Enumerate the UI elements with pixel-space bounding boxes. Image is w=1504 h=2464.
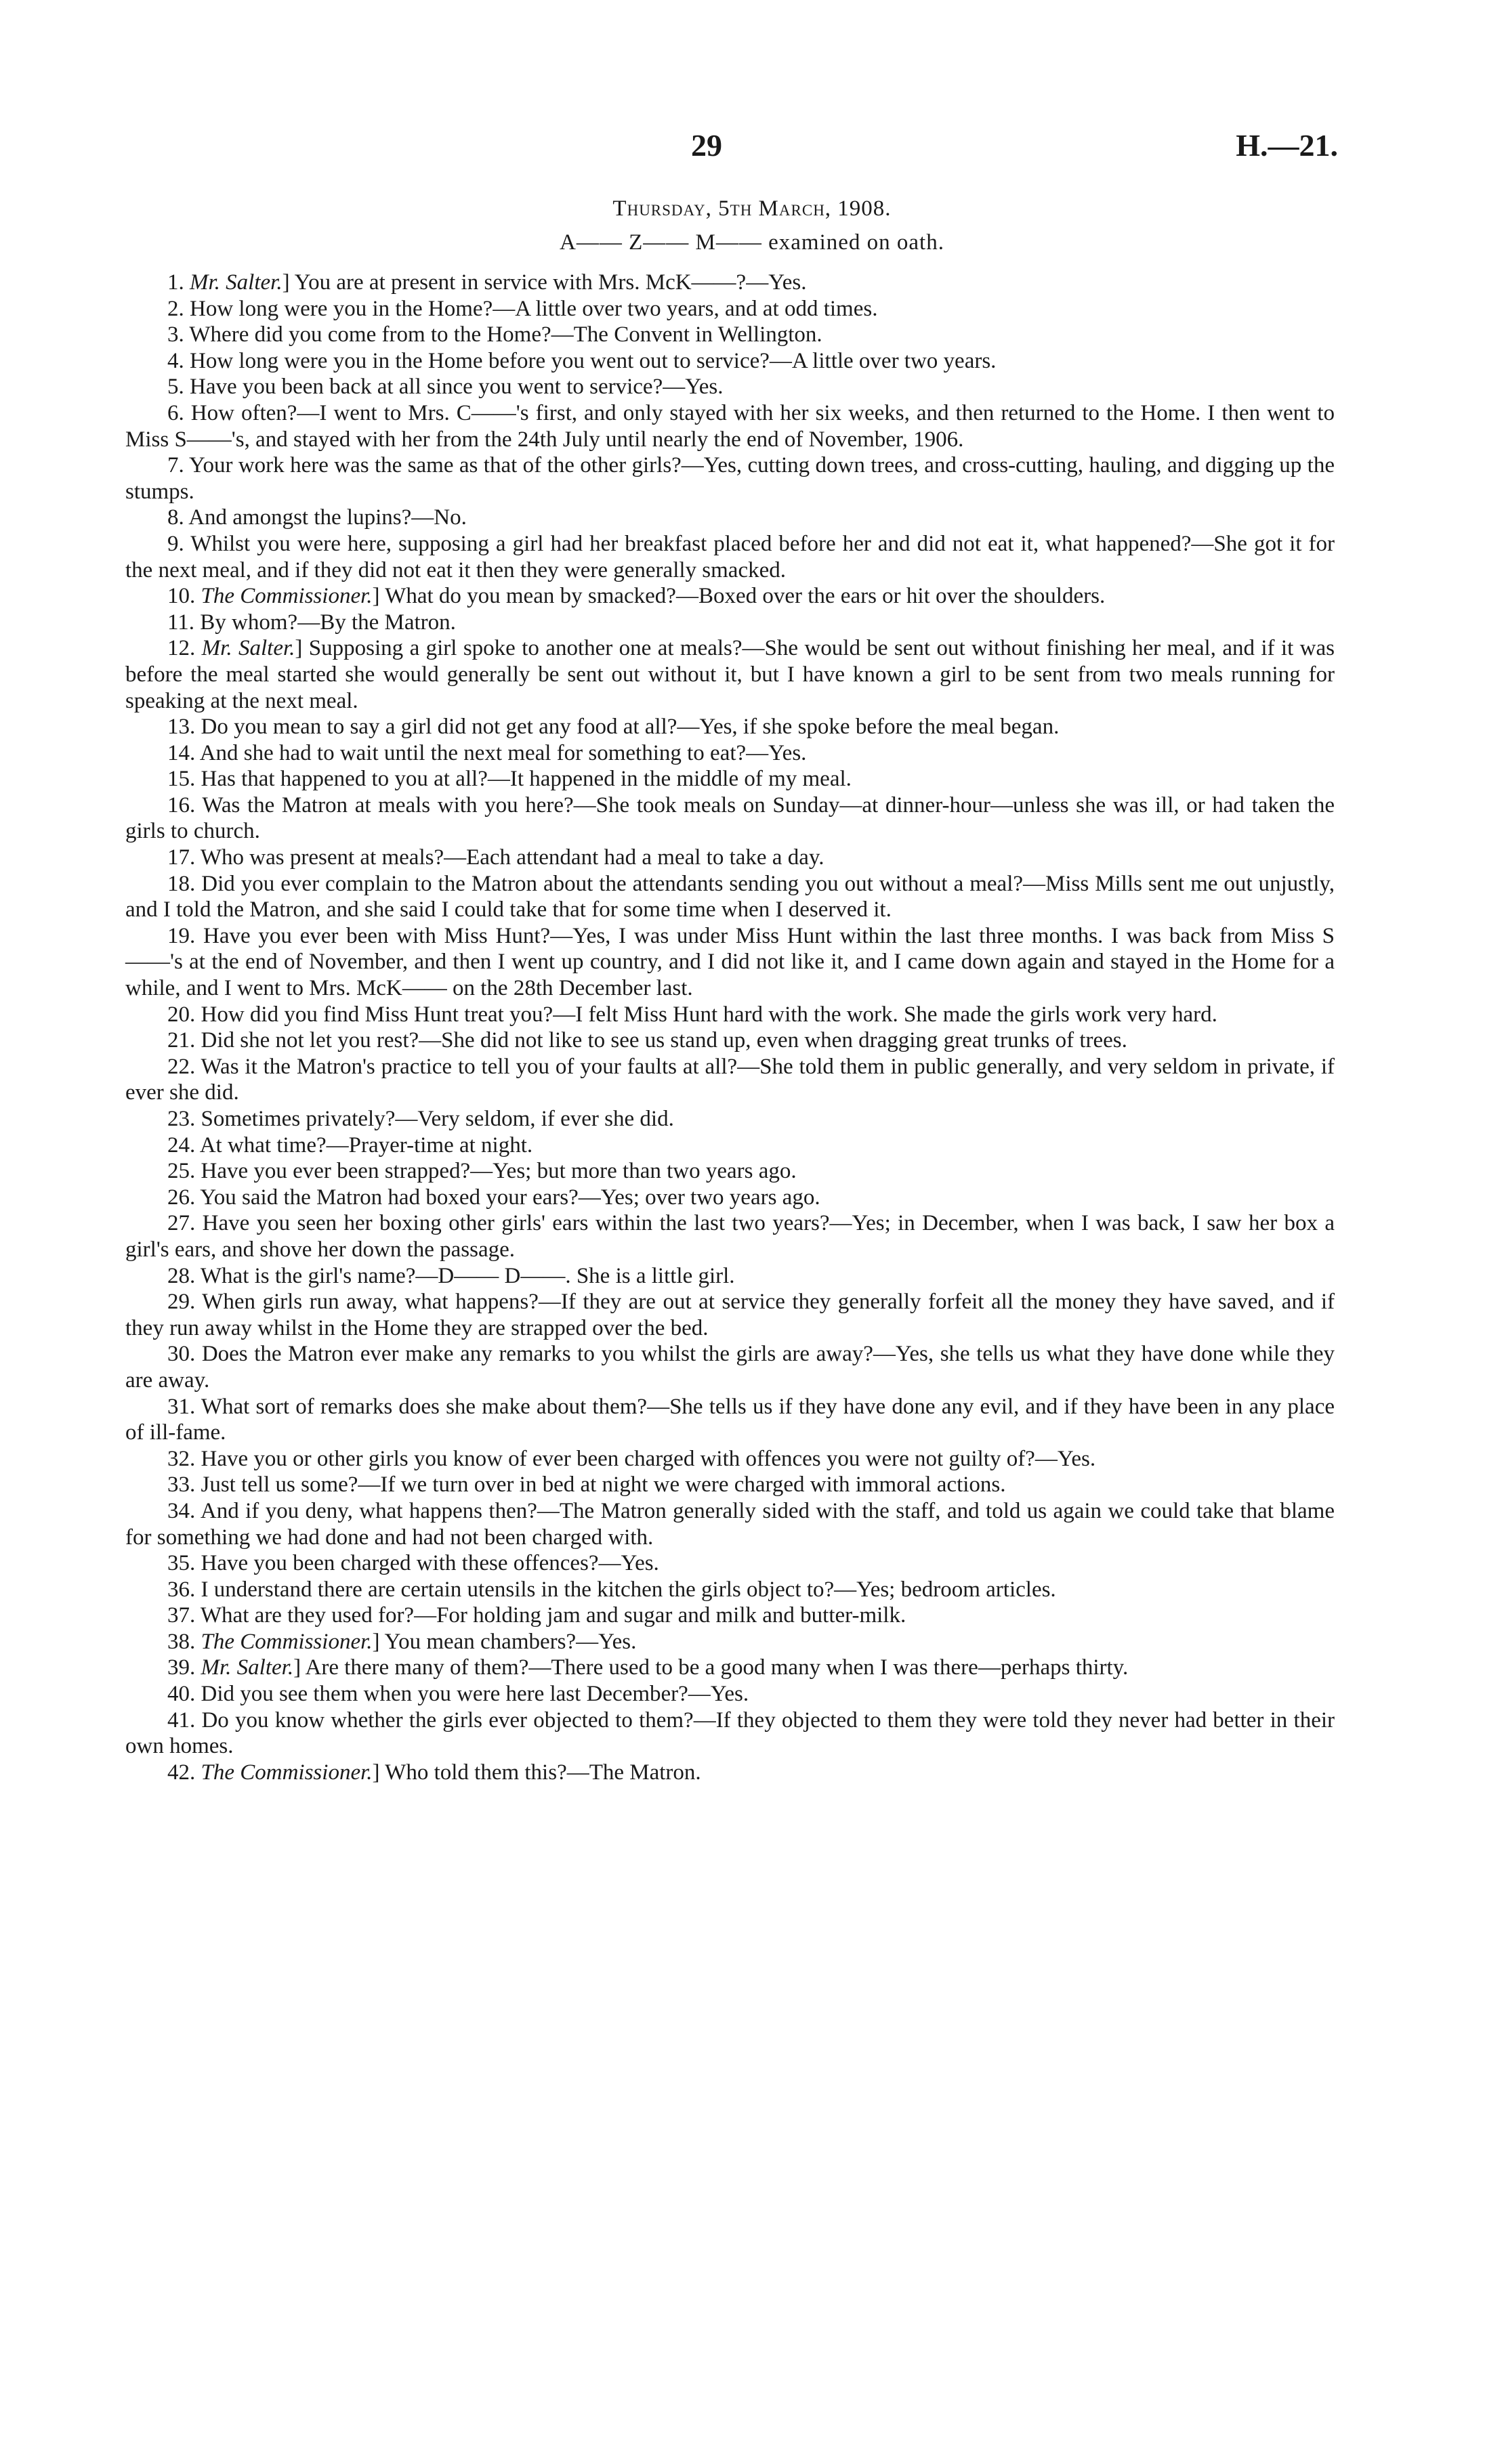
qa-number: 40. (167, 1682, 196, 1707)
qa-text: Was the Matron at meals with you here?—She took meals on Sunday—at dinner-hour—unless she was ill, or had taken the girls to church. (125, 792, 1335, 844)
qa-item (125, 1210, 1335, 1262)
qa-text: And she had to wait until the next meal for something to eat?—Yes. (199, 740, 807, 765)
qa-number: 36. (167, 1577, 196, 1602)
qa-text: What sort of remarks does she make about them?—She tells us if they have done any evil, and if they have been in any place of ill-fame. (125, 1394, 1335, 1445)
qa-text: Has that happened to you at all?—It happened in the middle of my meal. (201, 767, 852, 792)
document-reference: H.—21. (1236, 128, 1338, 163)
qa-item (125, 1577, 1335, 1603)
qa-number: 30. (167, 1342, 196, 1367)
qa-number: 4. (167, 348, 184, 373)
qa-item (125, 1158, 1335, 1185)
qa-item (125, 714, 1335, 740)
qa-number: 23. (167, 1107, 196, 1131)
qa-text: Just tell us some?—If we turn over in bed at night we were charged with immoral actions. (201, 1472, 1006, 1497)
qa-number: 42. (167, 1760, 196, 1785)
qa-number: 5. (167, 375, 184, 400)
qa-text: Did you ever complain to the Matron about the attendants sending you out without a meal?—Miss Mills sent me out unjustly, and I told the Matron, and she said I could take that for some time when I deserved it. (125, 871, 1335, 922)
qa-text: ] You are at present in service with Mrs. McK——?—Yes. (282, 270, 807, 295)
qa-text: Your work here was the same as that of the other girls?—Yes, cutting down trees, and cross-cutting, hauling, and digging up the stumps. (125, 453, 1335, 504)
qa-text: Whilst you were here, supposing a girl had her breakfast placed before her and did not eat it, what happened?—She got it for the next meal, and if they did not eat it then they were generally smacked. (125, 531, 1335, 582)
qa-number: 22. (167, 1054, 196, 1079)
qa-item (125, 1132, 1335, 1159)
qa-item (125, 1341, 1335, 1393)
qa-number: 33. (167, 1472, 196, 1497)
qa-text: Have you been back at all since you went to service?—Yes. (190, 375, 724, 400)
qa-number: 38. (167, 1629, 196, 1654)
qa-text: Have you or other girls you know of ever been charged with offences you were not guilty of?—Yes. (201, 1446, 1096, 1471)
qa-text: Did she not let you rest?—She did not like to see us stand up, even when dragging great trunks of trees. (201, 1028, 1127, 1053)
qa-text: And if you deny, what happens then?—The Matron generally sided with the staff, and told us again we could take that blame for something we had done and had not been charged with. (125, 1498, 1335, 1550)
qa-text: Who was present at meals?—Each attendant had a meal to take a day. (200, 845, 824, 870)
qa-item (125, 322, 1335, 348)
qa-number: 31. (167, 1394, 196, 1419)
qa-text: You said the Matron had boxed your ears?—Yes; over two years ago. (200, 1185, 820, 1210)
qa-number: 41. (167, 1707, 196, 1733)
qa-text: Do you mean to say a girl did not get any food at all?—Yes, if she spoke before the meal began. (201, 715, 1060, 740)
qa-text: Does the Matron ever make any remarks to you whilst the girls are away?—Yes, she tells us what they have done while they are away. (125, 1342, 1335, 1393)
qa-item (125, 766, 1335, 792)
qa-item (125, 374, 1335, 400)
qa-item (125, 1681, 1335, 1707)
qa-item (125, 635, 1335, 714)
qa-item (125, 531, 1335, 583)
qa-number: 34. (167, 1498, 196, 1523)
qa-number: 2. (167, 296, 184, 321)
qa-number: 29. (167, 1290, 196, 1315)
qa-item (125, 1472, 1335, 1498)
qa-item (125, 1550, 1335, 1577)
qa-item (125, 792, 1335, 845)
qa-speaker: Mr. Salter. (201, 1655, 294, 1680)
qa-text: And amongst the lupins?—No. (188, 505, 467, 530)
qa-item (125, 1707, 1335, 1760)
qa-number: 21. (167, 1028, 196, 1053)
qa-number: 39. (167, 1655, 196, 1680)
qa-item (125, 1602, 1335, 1629)
qa-item (125, 1655, 1335, 1681)
qa-number: 20. (167, 1002, 196, 1027)
qa-text: Did you see them when you were here last December?—Yes. (201, 1682, 749, 1707)
qa-number: 6. (167, 400, 184, 425)
qa-item (125, 1394, 1335, 1446)
qa-text: At what time?—Prayer-time at night. (199, 1132, 533, 1157)
qa-item (125, 1106, 1335, 1132)
qa-number: 3. (167, 322, 184, 347)
page-number: 29 (691, 128, 722, 163)
qa-number: 13. (167, 715, 196, 740)
qa-number: 10. (167, 584, 196, 609)
qa-speaker: The Commissioner. (201, 584, 373, 609)
qa-item (125, 1498, 1335, 1550)
qa-number: 32. (167, 1446, 196, 1471)
qa-item (125, 400, 1335, 452)
qa-number: 15. (167, 767, 196, 792)
qa-number: 19. (167, 923, 196, 948)
qa-number: 28. (167, 1263, 196, 1288)
qa-number: 8. (167, 505, 184, 530)
qa-text: Where did you come from to the Home?—The Convent in Wellington. (189, 322, 822, 347)
qa-item (125, 1289, 1335, 1341)
qa-number: 11. (167, 610, 195, 635)
qa-number: 37. (167, 1603, 196, 1628)
qa-item (125, 1027, 1335, 1054)
qa-number: 16. (167, 792, 196, 817)
qa-item (125, 1263, 1335, 1290)
qa-item (125, 923, 1335, 1002)
qa-number: 26. (167, 1185, 196, 1210)
qa-text: ] Supposing a girl spoke to another one at meals?—She would be sent out without finishing her meal, and if it was before the meal started she would generally be sent out without it, but I have known a girl to be sent from two meals running for speaking at the next meal. (125, 636, 1335, 713)
qa-number: 27. (167, 1211, 196, 1236)
qa-number: 24. (167, 1132, 196, 1157)
qa-text: Have you been charged with these offences?—Yes. (201, 1551, 659, 1576)
qa-item (125, 740, 1335, 767)
qa-number: 1. (167, 270, 184, 295)
qa-text: ] Are there many of them?—There used to be a good many when I was there—perhaps thirty. (293, 1655, 1129, 1680)
qa-text: What is the girl's name?—D—— D——. She is a little girl. (200, 1263, 735, 1288)
witness-heading: A—— Z—— M—— examined on oath. (560, 230, 944, 255)
qa-number: 18. (167, 871, 196, 896)
qa-number: 14. (167, 740, 196, 765)
qa-item (125, 505, 1335, 531)
qa-text: How did you find Miss Hunt treat you?—I felt Miss Hunt hard with the work. She made the girls work very hard. (201, 1002, 1217, 1027)
qa-text: ] Who told them this?—The Matron. (372, 1760, 701, 1785)
qa-item (125, 348, 1335, 375)
qa-item (125, 610, 1335, 636)
qa-number: 35. (167, 1551, 196, 1576)
qa-item (125, 452, 1335, 505)
session-date: Thursday, 5th March, 1908. (612, 196, 892, 221)
qa-item (125, 1185, 1335, 1211)
qa-item (125, 1002, 1335, 1028)
qa-speaker: The Commissioner. (201, 1629, 373, 1654)
qa-text: Have you ever been with Miss Hunt?—Yes, I was under Miss Hunt within the last three months. I was back from Miss S——'s at the end of November, and then I went up country, and I did not like it, and I came down again and stayed in the Home for a while, and I went to Mrs. McK—— on the 28th December last. (125, 923, 1335, 1001)
qa-text: How long were you in the Home?—A little over two years, and at odd times. (190, 296, 878, 321)
qa-text: When girls run away, what happens?—If they are out at service they generally forfeit all the money they have saved, and if they run away whilst in the Home they are strapped over the bed. (125, 1290, 1335, 1340)
qa-text: ] You mean chambers?—Yes. (372, 1629, 637, 1654)
qa-text: By whom?—By the Matron. (200, 610, 456, 635)
qa-item (125, 583, 1335, 610)
qa-number: 12. (167, 636, 196, 661)
qa-speaker: Mr. Salter. (201, 636, 295, 661)
qa-item (125, 1054, 1335, 1106)
qa-text: What are they used for?—For holding jam and sugar and milk and butter-milk. (200, 1603, 906, 1628)
qa-text: I understand there are certain utensils in the kitchen the girls object to?—Yes; bedroom articles. (201, 1577, 1056, 1602)
qa-text: ] What do you mean by smacked?—Boxed over the ears or hit over the shoulders. (372, 584, 1106, 609)
qa-number: 9. (167, 531, 184, 556)
qa-speaker: The Commissioner. (201, 1760, 373, 1785)
qa-item (125, 1629, 1335, 1655)
qa-text: Sometimes privately?—Very seldom, if ever she did. (201, 1107, 674, 1131)
page-header (0, 127, 1504, 168)
qa-item (125, 871, 1335, 923)
qa-text: Have you seen her boxing other girls' ears within the last two years?—Yes; in December, when I was back, I saw her box a girl's ears, and shove her down the passage. (125, 1211, 1335, 1262)
qa-item (125, 296, 1335, 322)
qa-speaker: Mr. Salter. (190, 270, 283, 295)
examination-transcript (125, 270, 1335, 1785)
qa-text: How long were you in the Home before you went out to service?—A little over two years. (190, 348, 997, 373)
qa-item (125, 845, 1335, 871)
qa-text: Was it the Matron's practice to tell you of your faults at all?—She told them in public generally, and very seldom in private, if ever she did. (125, 1054, 1335, 1105)
qa-item (125, 1446, 1335, 1472)
qa-number: 25. (167, 1159, 196, 1184)
qa-text: Do you know whether the girls ever objected to them?—If they objected to them they were told they never had better in their own homes. (125, 1707, 1335, 1759)
qa-text: How often?—I went to Mrs. C——'s first, and only stayed with her six weeks, and then returned to the Home. I then went to Miss S——'s, and stayed with her from the 24th July until nearly the end of November, 1906. (125, 400, 1335, 452)
qa-text: Have you ever been strapped?—Yes; but more than two years ago. (201, 1159, 797, 1184)
qa-item (125, 1760, 1335, 1786)
qa-number: 17. (167, 845, 196, 870)
qa-number: 7. (167, 453, 184, 478)
qa-item (125, 270, 1335, 296)
